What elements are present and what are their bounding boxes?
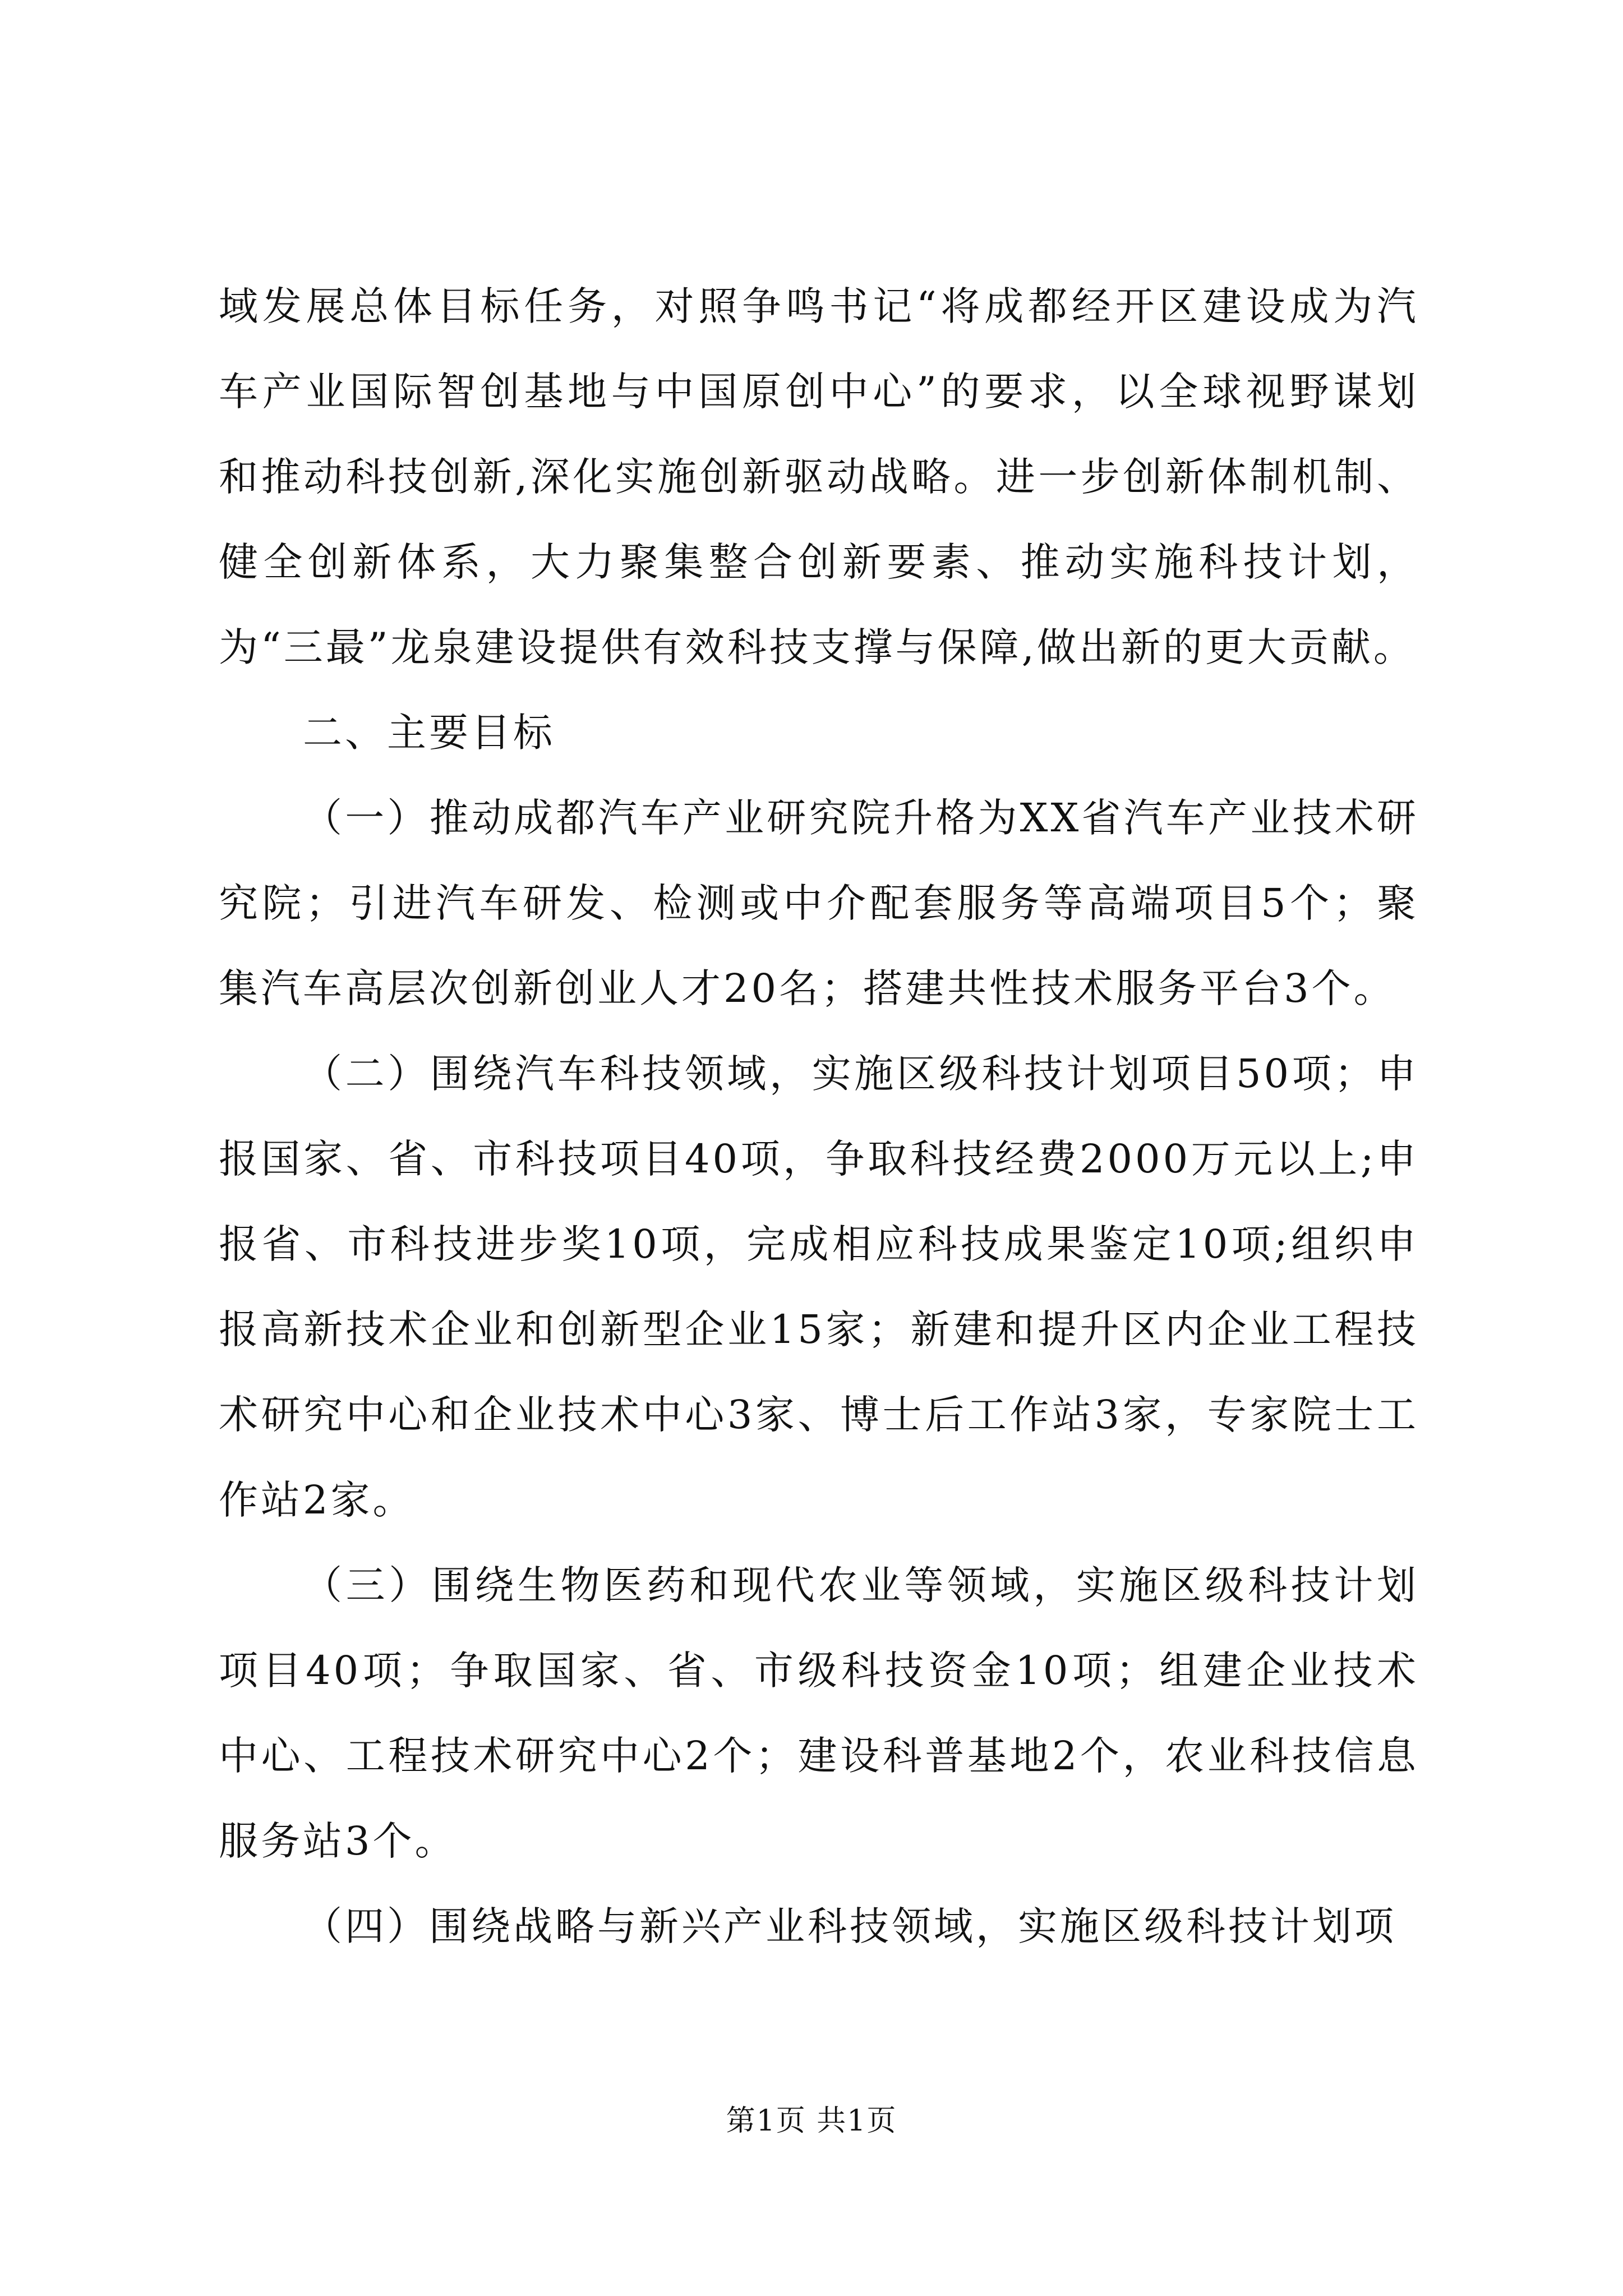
- paragraph-intro-continuation: 域发展总体目标任务，对照争鸣书记“将成都经开区建设成为汽车产业国际智创基地与中国原创中心”的要求，以全球视野谋划和推动科技创新,深化实施创新驱动战略。进一步创新体制机制、健全创新体系，大力聚集整合创新要素、推动实施科技计划，为“三最”龙泉建设提供有效科技支撑与保障,做出新的更大贡献。: [219, 283, 1419, 670]
- paragraph-goal-3: （三）围绕生物医药和现代农业等领域，实施区级科技计划项目40项；争取国家、省、市级科技资金10项；组建企业技术中心、工程技术研究中心2个；建设科普基地2个，农业科技信息服务站3个。: [219, 1562, 1419, 1864]
- paragraph-goal-2: （二）围绕汽车科技领域，实施区级科技计划项目50项；申报国家、省、市科技项目40项，争取科技经费2000万元以上;申报省、市科技进步奖10项，完成相应科技成果鉴定10项;组织申报高新技术企业和创新型企业15家；新建和提升区内企业工程技术研究中心和企业技术中心3家、博士后工作站3家，专家院士工作站2家。: [219, 1051, 1419, 1523]
- section-heading-main-goals: 二、主要目标: [303, 710, 555, 756]
- document-body: [219, 264, 1419, 1969]
- page-number-footer: 第1页 共1页: [726, 2104, 897, 2138]
- paragraph-goal-1: （一）推动成都汽车产业研究院升格为XX省汽车产业技术研究院；引进汽车研发、检测或中介配套服务等高端项目5个；聚集汽车高层次创新创业人才20名；搭建共性技术服务平台3个。: [219, 795, 1419, 1011]
- paragraph-goal-4: （四）围绕战略与新兴产业科技领域，实施区级科技计划项: [303, 1903, 1396, 1949]
